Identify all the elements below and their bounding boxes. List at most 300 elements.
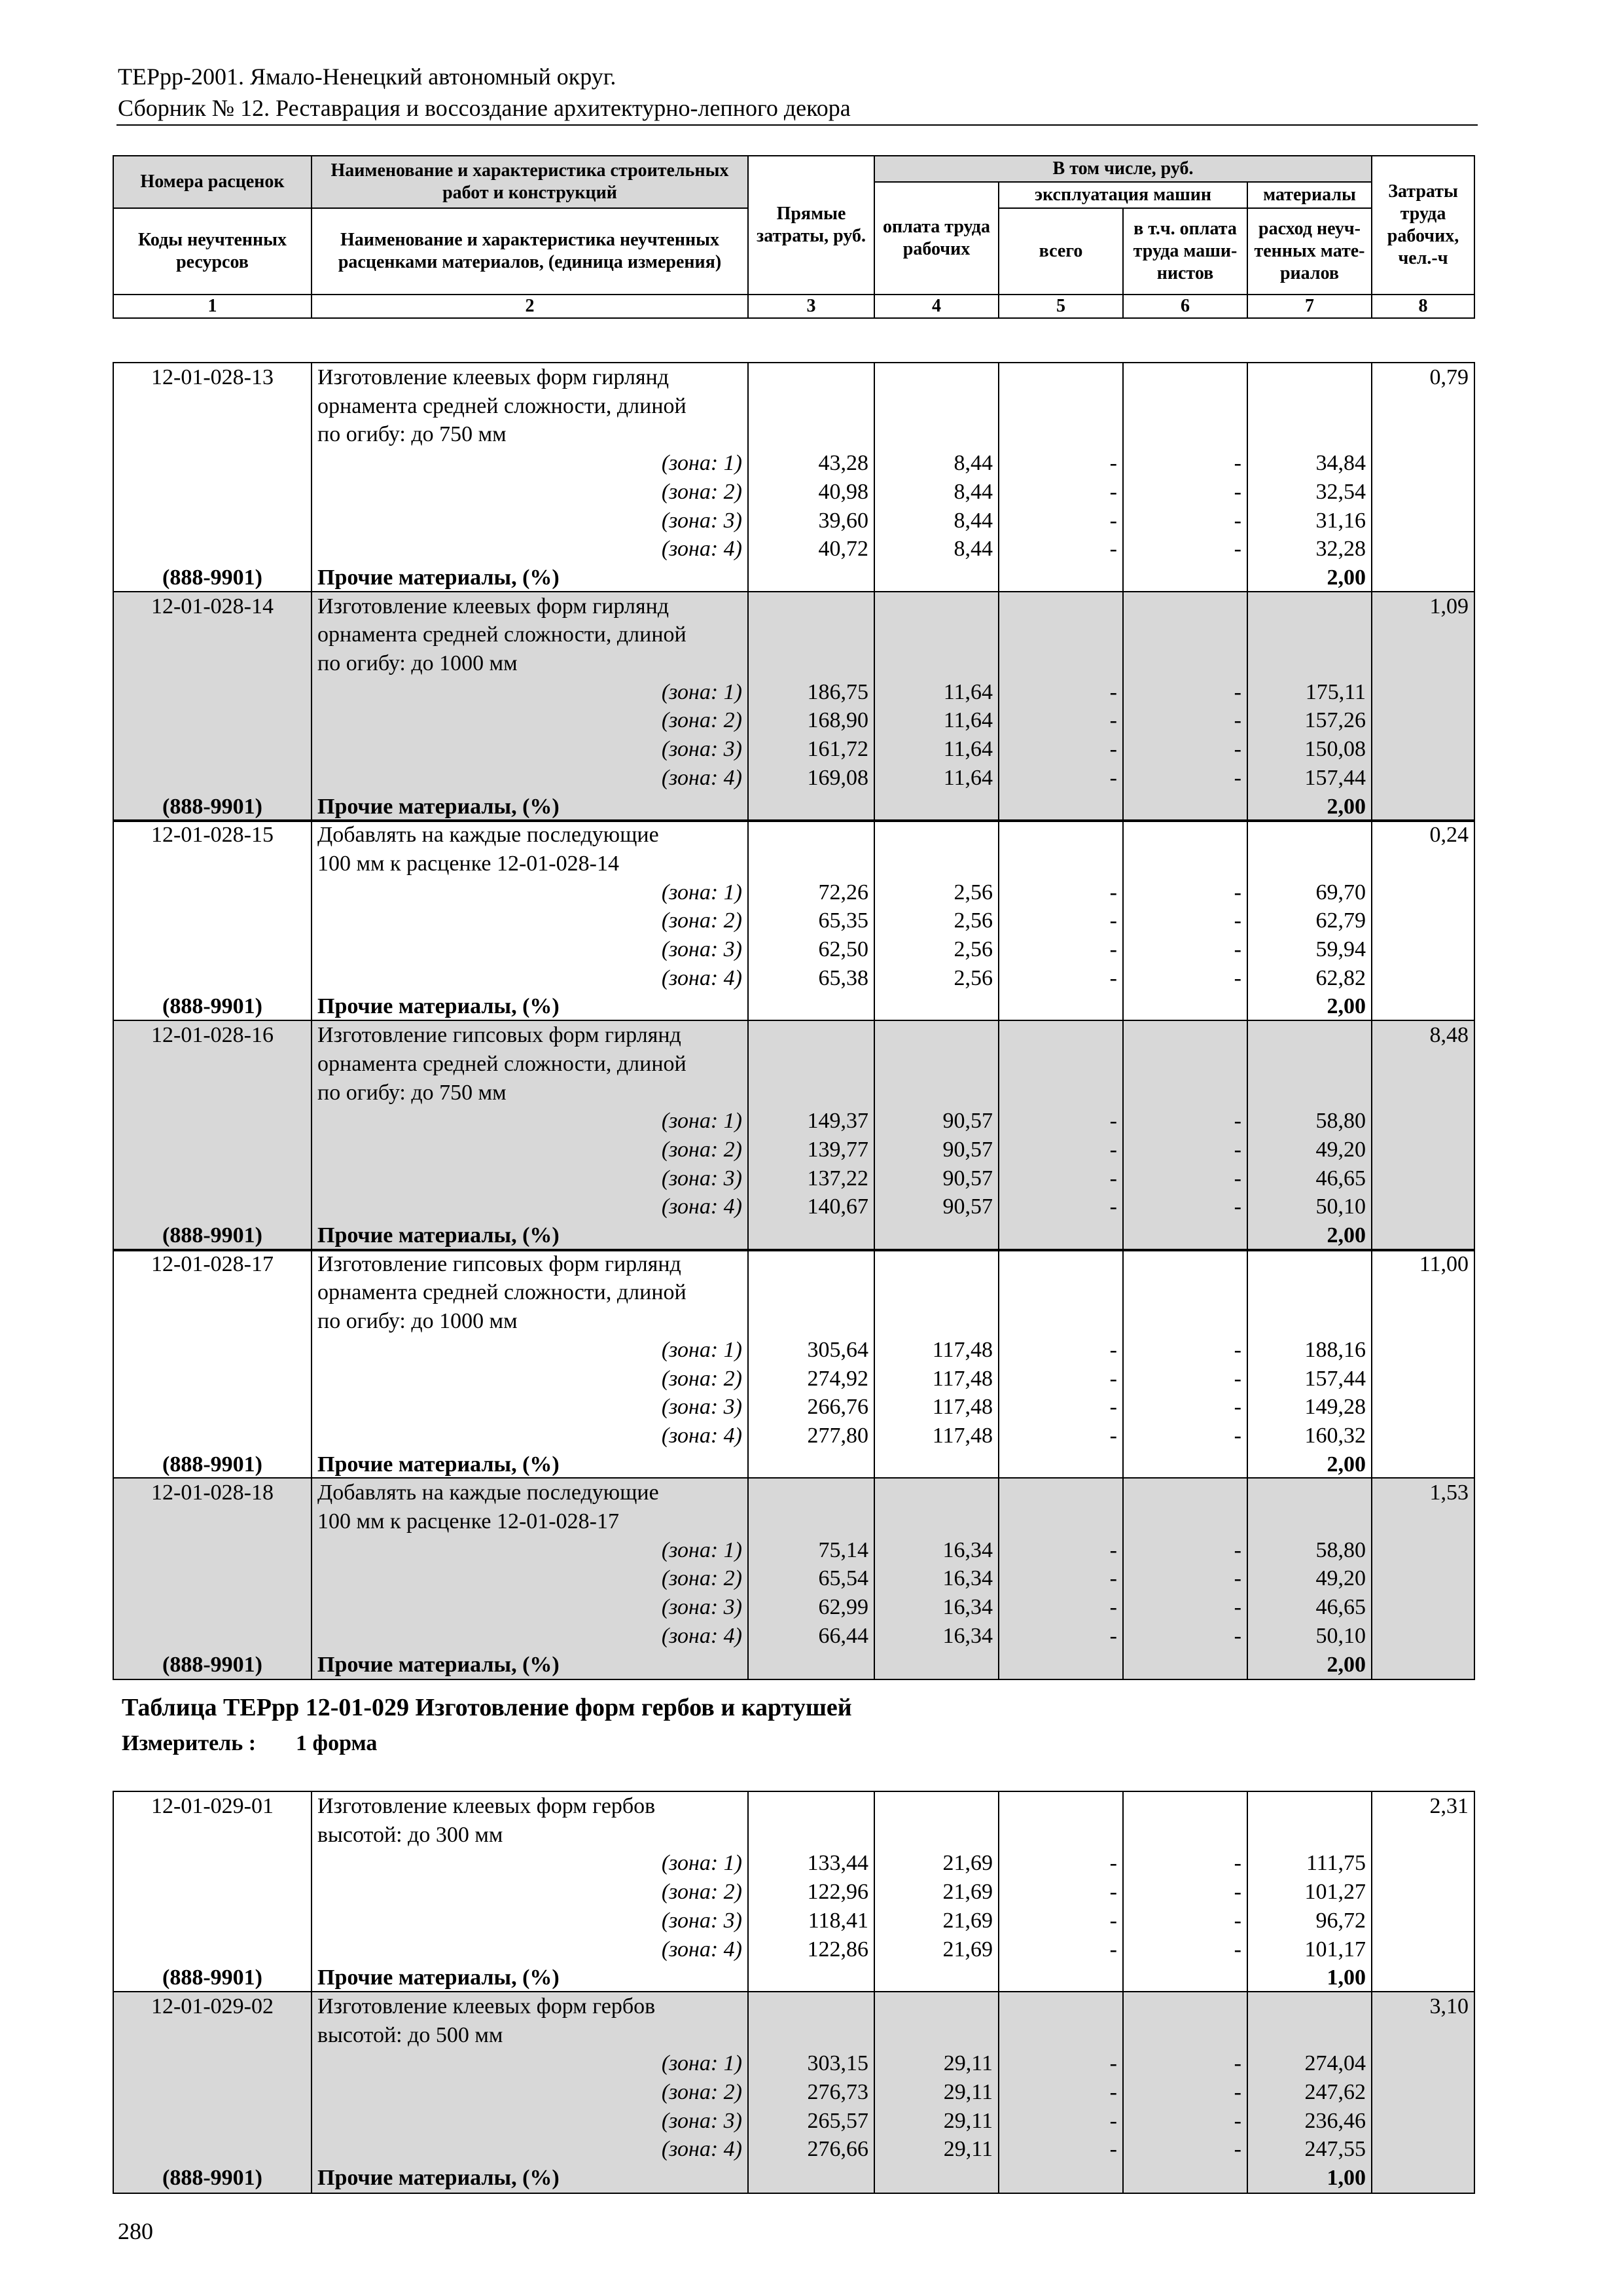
empty-cell [113,1365,312,1393]
empty-cell [1123,1020,1247,1050]
zone-row [113,678,1474,707]
worker-pay: 2,56 [874,935,999,964]
empty-cell [999,1507,1123,1536]
header-direct-costs: Прямые затраты, руб. [748,156,874,295]
worker-pay: 16,34 [874,1622,999,1651]
empty-cell [1372,1564,1474,1593]
empty-cell [1123,564,1247,593]
empty-cell [999,850,1123,878]
zone-row [113,1849,1474,1878]
empty-cell [748,850,874,878]
resource-name: Прочие материалы, (%) [312,793,748,822]
table-row [113,1791,1474,1821]
labor-cost: 3,10 [1372,1992,1474,2021]
materials-cost: 157,26 [1247,706,1372,735]
empty-cell [874,592,999,621]
empty-cell [1247,1992,1372,2021]
materials-cost: 62,79 [1247,906,1372,935]
materials-cost: 31,16 [1247,507,1372,535]
empty-cell [1372,1164,1474,1193]
rate-description-line: по огибу: до 750 мм [312,420,748,449]
empty-cell [1372,2021,1474,2050]
empty-cell [1123,1307,1247,1336]
empty-cell [1372,964,1474,993]
empty-cell [113,906,312,935]
zone-row [113,964,1474,993]
empty-cell [1123,1050,1247,1079]
resource-code: (888-9901) [113,1651,312,1680]
resource-value: 2,00 [1247,1651,1372,1680]
machinist-pay: - [1123,1164,1247,1193]
worker-pay: 117,48 [874,1393,999,1422]
table-row [113,592,1474,621]
empty-cell [113,1821,312,1850]
empty-cell [1247,820,1372,850]
worker-pay: 29,11 [874,2135,999,2164]
machines-total: - [999,1907,1123,1935]
empty-cell [999,1450,1123,1480]
rate-description-line: орнамента средней сложности, длиной [312,1278,748,1307]
machines-total: - [999,1336,1123,1365]
empty-cell [999,620,1123,649]
empty-cell [748,2164,874,2193]
zone-row [113,507,1474,535]
machines-total: - [999,1593,1123,1622]
empty-cell [113,1849,312,1878]
worker-pay: 16,34 [874,1593,999,1622]
direct-cost: 137,22 [748,1164,874,1193]
direct-cost: 140,67 [748,1193,874,1221]
empty-cell [1372,392,1474,421]
zone-row [113,1136,1474,1164]
header-col-number: 1 [113,295,312,318]
rate-description-line: орнамента средней сложности, длиной [312,1050,748,1079]
machines-total: - [999,2107,1123,2136]
direct-cost: 43,28 [748,449,874,478]
empty-cell [1123,420,1247,449]
empty-cell [999,2021,1123,2050]
zone-row [113,1593,1474,1622]
empty-cell [999,1249,1123,1279]
empty-cell [1372,564,1474,593]
empty-cell [1123,1478,1247,1507]
zone-label: (зона: 1) [312,449,748,478]
zone-label: (зона: 3) [312,1593,748,1622]
empty-cell [748,1307,874,1336]
rate-code: 12-01-028-16 [113,1020,312,1050]
materials-cost: 32,54 [1247,478,1372,507]
empty-cell [874,620,999,649]
table-row [113,1020,1474,1050]
empty-cell [748,1020,874,1050]
header-unaccounted-materials: расход неуч-тенных мате-риалов [1247,208,1372,295]
empty-cell [1123,793,1247,822]
empty-cell [1123,820,1247,850]
empty-cell [999,392,1123,421]
zone-row [113,735,1474,764]
empty-cell [113,2135,312,2164]
labor-cost: 1,09 [1372,592,1474,621]
zone-label: (зона: 4) [312,1422,748,1450]
resource-value: 2,00 [1247,1450,1372,1480]
materials-cost: 49,20 [1247,1564,1372,1593]
zone-row [113,449,1474,478]
labor-cost: 1,53 [1372,1478,1474,1507]
empty-cell [113,735,312,764]
resource-code: (888-9901) [113,1964,312,1993]
empty-cell [874,1791,999,1821]
materials-cost: 34,84 [1247,449,1372,478]
worker-pay: 11,64 [874,678,999,707]
direct-cost: 169,08 [748,764,874,793]
zone-label: (зона: 2) [312,1365,748,1393]
materials-cost: 157,44 [1247,764,1372,793]
materials-cost: 247,55 [1247,2135,1372,2164]
materials-cost: 236,46 [1247,2107,1372,2136]
empty-cell [1372,649,1474,678]
empty-cell [1372,1193,1474,1221]
machines-total: - [999,1622,1123,1651]
machines-total: - [999,535,1123,564]
machinist-pay: - [1123,1136,1247,1164]
empty-cell [748,649,874,678]
empty-cell [999,592,1123,621]
worker-pay: 8,44 [874,449,999,478]
machinist-pay: - [1123,735,1247,764]
empty-cell [113,1136,312,1164]
empty-cell [1372,906,1474,935]
machinist-pay: - [1123,964,1247,993]
machines-total: - [999,1136,1123,1164]
direct-cost: 72,26 [748,878,874,907]
header-rule [116,124,1478,126]
zone-label: (зона: 2) [312,1878,748,1907]
zone-label: (зона: 3) [312,1164,748,1193]
machinist-pay: - [1123,507,1247,535]
rate-code: 12-01-029-02 [113,1992,312,2021]
resource-name: Прочие материалы, (%) [312,1450,748,1480]
empty-cell [874,1249,999,1279]
zone-row [113,2135,1474,2164]
table-row [113,1278,1474,1307]
worker-pay: 11,64 [874,764,999,793]
machinist-pay: - [1123,906,1247,935]
header-col-number: 3 [748,295,874,318]
empty-cell [1372,2107,1474,2136]
empty-cell [874,2164,999,2193]
materials-cost: 157,44 [1247,1365,1372,1393]
empty-cell [748,820,874,850]
direct-cost: 62,50 [748,935,874,964]
empty-cell [1247,1791,1372,1821]
worker-pay: 90,57 [874,1164,999,1193]
header-col-number: 4 [874,295,999,318]
empty-cell [999,1020,1123,1050]
rate-description-line: по огибу: до 1000 мм [312,649,748,678]
worker-pay: 11,64 [874,735,999,764]
rate-description-line: Изготовление клеевых форм гербов [312,1791,748,1821]
empty-cell [874,1478,999,1507]
empty-cell [1247,1821,1372,1850]
direct-cost: 277,80 [748,1422,874,1450]
zone-label: (зона: 4) [312,1622,748,1651]
empty-cell [999,363,1123,392]
zone-row [113,1365,1474,1393]
machines-total: - [999,706,1123,735]
empty-cell [1372,1878,1474,1907]
rate-code: 12-01-028-15 [113,820,312,850]
zone-label: (зона: 4) [312,535,748,564]
header-col-number: 8 [1372,295,1474,318]
zone-label: (зона: 2) [312,1136,748,1164]
empty-cell [1372,992,1474,1022]
machinist-pay: - [1123,1422,1247,1450]
empty-cell [113,706,312,735]
resource-code: (888-9901) [113,1450,312,1480]
rate-code: 12-01-029-01 [113,1791,312,1821]
empty-cell [874,1821,999,1850]
resource-code: (888-9901) [113,1221,312,1251]
table-row [113,392,1474,421]
zone-row [113,1907,1474,1935]
empty-cell [874,793,999,822]
zone-label: (зона: 2) [312,478,748,507]
materials-cost: 175,11 [1247,678,1372,707]
direct-cost: 62,99 [748,1593,874,1622]
empty-cell [113,620,312,649]
worker-pay: 2,56 [874,906,999,935]
empty-cell [1372,1136,1474,1164]
table-row [113,1307,1474,1336]
machines-total: - [999,935,1123,964]
empty-cell [113,1336,312,1365]
zone-row [113,1935,1474,1964]
empty-cell [1372,2078,1474,2107]
header-labor-costs: Затраты труда рабочих, чел.-ч [1372,156,1474,295]
empty-cell [874,1964,999,1993]
empty-cell [999,1478,1123,1507]
materials-cost: 69,70 [1247,878,1372,907]
zone-label: (зона: 3) [312,1907,748,1935]
zone-row [113,706,1474,735]
worker-pay: 90,57 [874,1136,999,1164]
empty-cell [999,1221,1123,1251]
machines-total: - [999,906,1123,935]
zone-row [113,2107,1474,2136]
empty-cell [1372,1907,1474,1935]
rate-description-line: высотой: до 500 мм [312,2021,748,2050]
empty-cell [113,1164,312,1193]
zone-row [113,1193,1474,1221]
zone-label: (зона: 2) [312,906,748,935]
worker-pay: 8,44 [874,535,999,564]
empty-cell [748,1249,874,1279]
zone-label: (зона: 4) [312,764,748,793]
empty-cell [1247,1478,1372,1507]
empty-cell [1372,1507,1474,1536]
empty-cell [1123,992,1247,1022]
header-col-number: 7 [1247,295,1372,318]
empty-cell [1123,1079,1247,1107]
section-title: Таблица ТЕРрр 12-01-029 Изготовление форм гербов и картушей [122,1694,852,1721]
zone-label: (зона: 1) [312,1849,748,1878]
zone-label: (зона: 3) [312,935,748,964]
rate-description-line: орнамента средней сложности, длиной [312,392,748,421]
zone-label: (зона: 2) [312,2078,748,2107]
empty-cell [874,564,999,593]
empty-cell [874,2021,999,2050]
machines-total: - [999,1107,1123,1136]
empty-cell [1247,1507,1372,1536]
direct-cost: 75,14 [748,1536,874,1565]
rate-description-line: 100 мм к расценке 12-01-028-17 [312,1507,748,1536]
rate-block [113,1791,1475,1994]
empty-cell [748,1079,874,1107]
empty-cell [874,392,999,421]
empty-cell [999,564,1123,593]
empty-cell [1123,1450,1247,1480]
resource-value: 2,00 [1247,992,1372,1022]
resource-name: Прочие материалы, (%) [312,1221,748,1251]
empty-cell [1372,1336,1474,1365]
empty-cell [1372,1107,1474,1136]
running-header-title: ТЕРрр-2001. Ямало-Ненецкий автономный округ. [118,63,616,90]
worker-pay: 29,11 [874,2049,999,2078]
empty-cell [1372,1307,1474,1336]
direct-cost: 40,98 [748,478,874,507]
header-materials: материалы [1247,182,1372,208]
machinist-pay: - [1123,1564,1247,1593]
machines-total: - [999,507,1123,535]
empty-cell [1372,764,1474,793]
empty-cell [1247,420,1372,449]
empty-cell [874,1450,999,1480]
empty-cell [999,992,1123,1022]
zone-label: (зона: 4) [312,1935,748,1964]
empty-cell [748,1964,874,1993]
empty-cell [874,992,999,1022]
empty-cell [1372,735,1474,764]
empty-cell [1372,706,1474,735]
table-row [113,820,1474,850]
machines-total: - [999,1393,1123,1422]
machines-total: - [999,1878,1123,1907]
zone-label: (зона: 3) [312,735,748,764]
empty-cell [1372,1450,1474,1480]
worker-pay: 117,48 [874,1336,999,1365]
table-row [113,363,1474,392]
worker-pay: 2,56 [874,878,999,907]
empty-cell [1247,2021,1372,2050]
worker-pay: 16,34 [874,1536,999,1565]
empty-cell [999,1791,1123,1821]
zone-label: (зона: 1) [312,678,748,707]
machinist-pay: - [1123,1536,1247,1565]
machines-total: - [999,964,1123,993]
empty-cell [1123,1651,1247,1680]
materials-cost: 274,04 [1247,2049,1372,2078]
machinist-pay: - [1123,1593,1247,1622]
machinist-pay: - [1123,1935,1247,1964]
empty-cell [1123,620,1247,649]
empty-cell [113,1050,312,1079]
labor-cost: 0,24 [1372,820,1474,850]
zone-label: (зона: 4) [312,964,748,993]
direct-cost: 186,75 [748,678,874,707]
machinist-pay: - [1123,1365,1247,1393]
machinist-pay: - [1123,878,1247,907]
resource-code: (888-9901) [113,793,312,822]
worker-pay: 21,69 [874,1935,999,1964]
empty-cell [113,1878,312,1907]
empty-cell [999,2164,1123,2193]
empty-cell [999,1307,1123,1336]
zone-row [113,2078,1474,2107]
empty-cell [874,1651,999,1680]
empty-cell [999,1651,1123,1680]
header-machines: эксплуатация машин [999,182,1247,208]
zone-row [113,878,1474,907]
empty-cell [999,1278,1123,1307]
worker-pay: 117,48 [874,1422,999,1450]
empty-cell [1372,1393,1474,1422]
direct-cost: 65,35 [748,906,874,935]
empty-cell [1123,649,1247,678]
rate-description-line: по огибу: до 1000 мм [312,1307,748,1336]
empty-cell [1372,507,1474,535]
materials-cost: 160,32 [1247,1422,1372,1450]
zone-row [113,1564,1474,1593]
table-row [113,1478,1474,1507]
direct-cost: 139,77 [748,1136,874,1164]
empty-cell [113,478,312,507]
machinist-pay: - [1123,1622,1247,1651]
empty-cell [113,2078,312,2107]
empty-cell [113,1907,312,1935]
resource-name: Прочие материалы, (%) [312,992,748,1022]
rate-description-line: Добавлять на каждые последующие [312,820,748,850]
zone-row [113,1107,1474,1136]
empty-cell [113,507,312,535]
direct-cost: 122,86 [748,1935,874,1964]
machinist-pay: - [1123,678,1247,707]
worker-pay: 29,11 [874,2078,999,2107]
machines-total: - [999,1365,1123,1393]
empty-cell [1372,1935,1474,1964]
materials-cost: 101,17 [1247,1935,1372,1964]
empty-cell [999,1821,1123,1850]
materials-cost: 96,72 [1247,1907,1372,1935]
empty-cell [1247,592,1372,621]
rate-code: 12-01-028-17 [113,1249,312,1279]
empty-cell [999,1050,1123,1079]
resource-value: 1,00 [1247,1964,1372,1993]
empty-cell [748,1478,874,1507]
empty-cell [1123,592,1247,621]
zone-label: (зона: 2) [312,706,748,735]
empty-cell [1372,449,1474,478]
header-material-name: Наименование и характеристика неучтенных расценками материалов, (единица измерения) [312,208,748,295]
empty-cell [1247,1307,1372,1336]
empty-cell [113,2049,312,2078]
rate-description-line: Изготовление клеевых форм гирлянд [312,363,748,392]
zone-label: (зона: 4) [312,1193,748,1221]
empty-cell [748,1050,874,1079]
resource-row [113,1450,1474,1480]
empty-cell [1372,878,1474,907]
empty-cell [1372,478,1474,507]
rate-description-line: 100 мм к расценке 12-01-028-14 [312,850,748,878]
